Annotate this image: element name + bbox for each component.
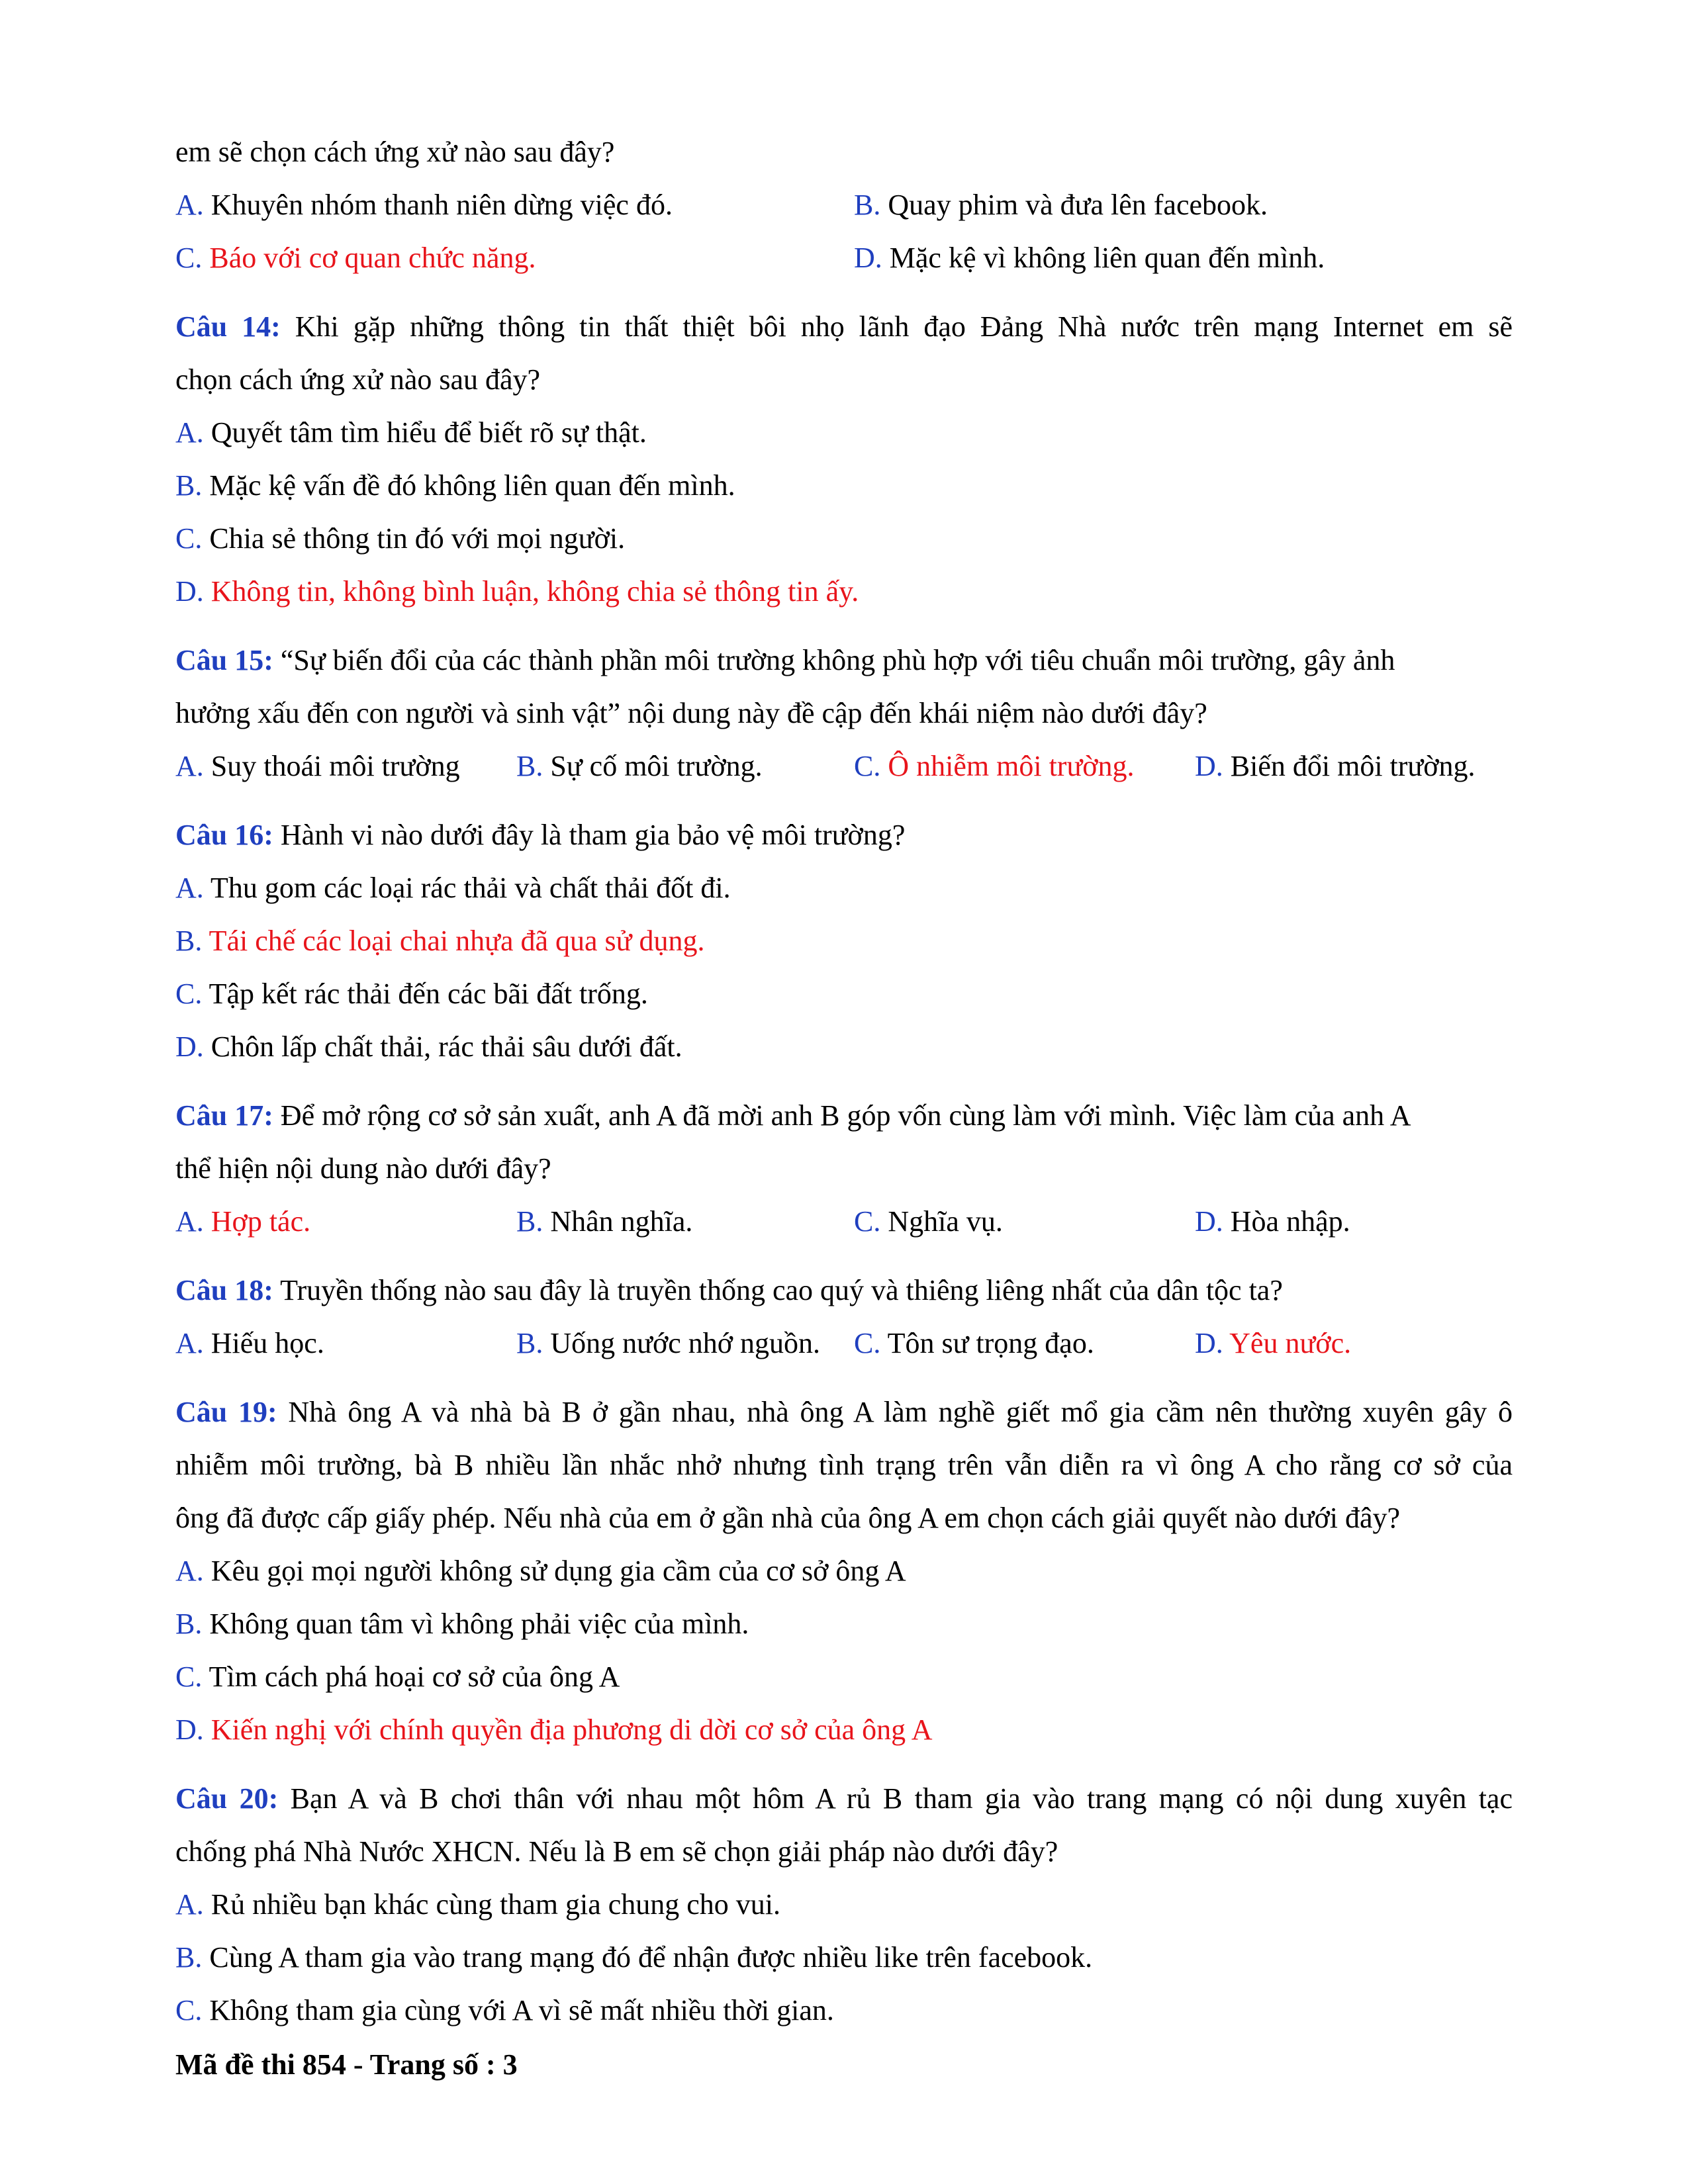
question-15-options bbox=[175, 740, 1513, 793]
page-footer: Mã đề thi 854 - Trang số : 3 bbox=[175, 2048, 518, 2081]
exam-page bbox=[175, 126, 1513, 2037]
question-13-stem-end bbox=[175, 126, 1513, 179]
question-19-stem-line-3: ông đã được cấp giấy phép. Nếu nhà của em ở gần nhà của ông A em chọn cách giải quyết nào dưới đây? bbox=[175, 1502, 1400, 1534]
question-17-option-c: C. Nghĩa vụ. bbox=[854, 1205, 1003, 1238]
question-14-option-a: A. Quyết tâm tìm hiểu để biết rõ sự thật. bbox=[175, 416, 647, 449]
question-14-option-d: D. Không tin, không bình luận, không chia sẻ thông tin ấy. bbox=[175, 575, 859, 608]
question-18-options bbox=[175, 1317, 1513, 1370]
question-13-option-b: B. Quay phim và đưa lên facebook. bbox=[854, 189, 1268, 221]
question-20-option-c: C. Không tham gia cùng với A vì sẽ mất nhiều thời gian. bbox=[175, 1994, 834, 2026]
question-18-option-c: C. Tôn sư trọng đạo. bbox=[854, 1327, 1094, 1359]
question-20-stem: Câu 20: Bạn A và B chơi thân với nhau một hôm A rủ B tham gia vào trang mạng có nội dung xuyên tạc bbox=[175, 1782, 1513, 1815]
question-13-option-d: D. Mặc kệ vì không liên quan đến mình. bbox=[854, 242, 1325, 274]
question-13-option-c: C. Báo với cơ quan chức năng. bbox=[175, 242, 536, 274]
question-18-option-b: B. Uống nước nhớ nguồn. bbox=[516, 1327, 821, 1359]
question-13-options-row-1 bbox=[175, 179, 1513, 232]
question-19-label: Câu 19: bbox=[175, 1396, 277, 1428]
question-14-stem-line-2: chọn cách ứng xử nào sau đây? bbox=[175, 363, 541, 396]
question-18-option-d: D. Yêu nước. bbox=[1195, 1327, 1352, 1359]
question-16-option-c: C. Tập kết rác thải đến các bãi đất trống. bbox=[175, 978, 648, 1010]
question-17-label: Câu 17: bbox=[175, 1099, 273, 1132]
question-18-option-a: A. Hiếu học. bbox=[175, 1327, 324, 1359]
question-17-option-a: A. Hợp tác. bbox=[175, 1205, 311, 1238]
question-19-option-d: D. Kiến nghị với chính quyền địa phương di dời cơ sở của ông A bbox=[175, 1713, 933, 1746]
question-13-text: em sẽ chọn cách ứng xử nào sau đây? bbox=[175, 136, 615, 168]
question-15-option-a: A. Suy thoái môi trường bbox=[175, 750, 460, 782]
question-19-option-a: A. Kêu gọi mọi người không sử dụng gia cầm của cơ sở ông A bbox=[175, 1555, 906, 1587]
question-14-label: Câu 14: bbox=[175, 310, 281, 343]
question-13-options-row-2 bbox=[175, 232, 1513, 285]
question-17-options bbox=[175, 1195, 1513, 1248]
question-19-option-b: B. Không quan tâm vì không phải việc của mình. bbox=[175, 1608, 749, 1640]
question-20-option-a: A. Rủ nhiều bạn khác cùng tham gia chung cho vui. bbox=[175, 1888, 781, 1921]
question-17-option-b: B. Nhân nghĩa. bbox=[516, 1205, 693, 1238]
question-17-stem-line-2: thể hiện nội dung nào dưới đây? bbox=[175, 1152, 551, 1185]
question-19-option-c: C. Tìm cách phá hoại cơ sở của ông A bbox=[175, 1661, 620, 1693]
question-19-stem: Câu 19: Nhà ông A và nhà bà B ở gần nhau, nhà ông A làm nghề giết mổ gia cầm nên thường xuyên gây ô bbox=[175, 1396, 1513, 1428]
question-17-stem: Câu 17: Để mở rộng cơ sở sản xuất, anh A đã mời anh B góp vốn cùng làm với mình. Việc làm của anh A bbox=[175, 1099, 1411, 1132]
question-15-option-d: D. Biến đổi môi trường. bbox=[1195, 750, 1476, 782]
question-17-option-d: D. Hòa nhập. bbox=[1195, 1205, 1350, 1238]
question-20-option-b: B. Cùng A tham gia vào trang mạng đó để nhận được nhiều like trên facebook. bbox=[175, 1941, 1093, 1974]
question-14-stem: Câu 14: Khi gặp những thông tin thất thiệt bôi nhọ lãnh đạo Đảng Nhà nước trên mạng Internet em sẽ bbox=[175, 310, 1513, 343]
question-19-stem-line-2: nhiễm môi trường, bà B nhiều lần nhắc nhở nhưng tình trạng trên vẫn diễn ra vì ông A cho rằng cơ sở của bbox=[175, 1449, 1513, 1481]
question-18-label: Câu 18: bbox=[175, 1274, 273, 1306]
question-16-stem: Câu 16: Hành vi nào dưới đây là tham gia bảo vệ môi trường? bbox=[175, 819, 906, 851]
question-15-stem: Câu 15: “Sự biến đổi của các thành phần môi trường không phù hợp với tiêu chuẩn môi trường, gây ảnh bbox=[175, 644, 1395, 676]
question-14-option-b: B. Mặc kệ vấn đề đó không liên quan đến mình. bbox=[175, 469, 735, 502]
question-20-stem-line-2: chống phá Nhà Nước XHCN. Nếu là B em sẽ chọn giải pháp nào dưới đây? bbox=[175, 1835, 1058, 1868]
question-16-option-a: A. Thu gom các loại rác thải và chất thải đốt đi. bbox=[175, 872, 731, 904]
question-16-option-b: B. Tái chế các loại chai nhựa đã qua sử dụng. bbox=[175, 925, 705, 957]
question-16-label: Câu 16: bbox=[175, 819, 273, 851]
question-15-option-b: B. Sự cố môi trường. bbox=[516, 750, 763, 782]
question-16-option-d: D. Chôn lấp chất thải, rác thải sâu dưới đất. bbox=[175, 1030, 682, 1063]
question-14-option-c: C. Chia sẻ thông tin đó với mọi người. bbox=[175, 522, 626, 555]
question-13-option-a: A. Khuyên nhóm thanh niên dừng việc đó. bbox=[175, 189, 673, 221]
question-15-option-c: C. Ô nhiễm môi trường. bbox=[854, 750, 1135, 782]
question-15-label: Câu 15: bbox=[175, 644, 273, 676]
question-18-stem: Câu 18: Truyền thống nào sau đây là truyền thống cao quý và thiêng liêng nhất của dân tộc ta? bbox=[175, 1274, 1283, 1306]
question-20-label: Câu 20: bbox=[175, 1782, 279, 1815]
question-15-stem-line-2: hưởng xấu đến con người và sinh vật” nội dung này đề cập đến khái niệm nào dưới đây? bbox=[175, 697, 1207, 729]
